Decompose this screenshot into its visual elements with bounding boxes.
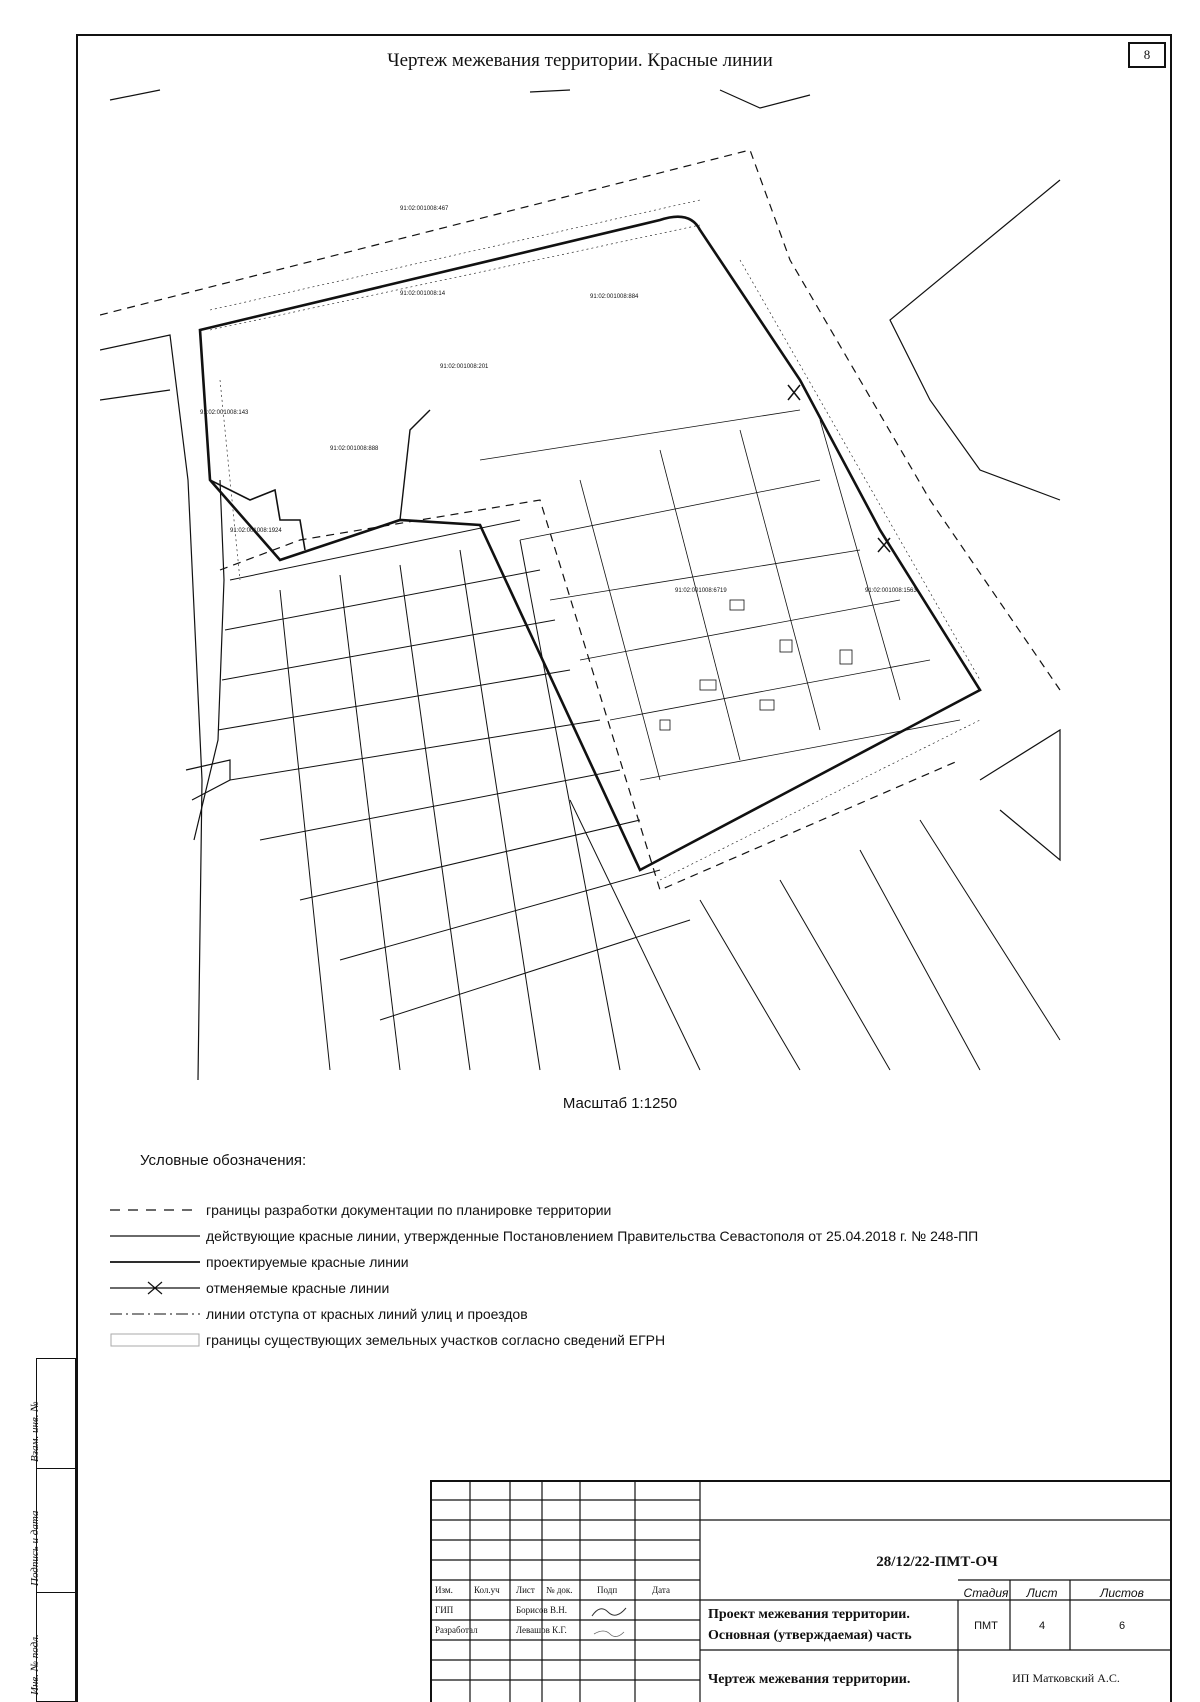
parcel-label: 91:02:001008:201 — [440, 364, 489, 370]
tb-col-header: Дата — [652, 1585, 670, 1595]
road-edge — [100, 335, 202, 1080]
legend-label: линии отступа от красных линий улиц и проездов — [206, 1306, 528, 1322]
side-stamp-label: Взам. инв. № — [29, 1401, 41, 1462]
side-stamp-cell — [29, 1469, 75, 1593]
parcel-line — [400, 410, 430, 520]
parcel-label: 91:02:001008:143 — [200, 410, 249, 416]
building-outline — [980, 730, 1060, 860]
legend-label: проектируемые красные линии — [206, 1254, 409, 1270]
parcel-label: 91:02:001008:467 — [400, 206, 449, 212]
legend-item — [110, 1330, 1170, 1352]
red-line-boundary — [200, 217, 980, 870]
stage-value: ПМТ — [974, 1620, 998, 1632]
sheet-header: Лист — [1026, 1586, 1058, 1600]
scale-label: Масштаб 1:1250 — [562, 1095, 678, 1112]
map-line — [530, 90, 570, 92]
organization: ИП Матковский А.С. — [1012, 1671, 1120, 1685]
legend-label: границы существующих земельных участков согласно сведений ЕГРН — [206, 1332, 666, 1348]
side-stamp-label: Инв. № подл. — [29, 1634, 41, 1695]
parcel-label: 91:02:001008:1563 — [865, 588, 917, 594]
signature-mark — [590, 1622, 630, 1640]
signature-mark — [590, 1602, 630, 1620]
light-box-symbol — [110, 1333, 200, 1347]
page-number: 8 — [1128, 42, 1166, 68]
legend-label: отменяемые красные линии — [206, 1280, 390, 1296]
vegetation-marks — [210, 200, 980, 880]
legend-item — [110, 1200, 1170, 1222]
sheet-name: Чертеж межевания территории. — [708, 1672, 911, 1687]
dash-dot-line-symbol — [110, 1307, 200, 1321]
survey-marks — [480, 410, 960, 780]
legend-label: действующие красные линии, утвержденные Постановлением Правительства Севастополя от 25.04.2018 г. № 248-ПП — [206, 1228, 979, 1244]
side-stamp-cell — [29, 1593, 75, 1701]
parcel-label: 91:02:001008:6719 — [675, 588, 727, 594]
dashed-line-symbol — [110, 1203, 200, 1217]
documentation-boundary — [100, 150, 1060, 690]
document-code: 28/12/22-ПМТ-ОЧ — [876, 1554, 998, 1570]
map-line — [720, 90, 810, 108]
project-name — [708, 1604, 958, 1646]
parcel-label: 91:02:001008:1924 — [230, 528, 282, 534]
cancelled-mark — [788, 385, 800, 400]
road-edge — [100, 390, 170, 400]
project-name-line: Основная (утверждаемая) часть — [708, 1628, 912, 1643]
parcel-grid — [218, 520, 1060, 1070]
legend-title: Условные обозначения: — [140, 1152, 307, 1169]
tb-col-header: Подп — [597, 1585, 618, 1595]
tb-person: Левашов К.Г. — [516, 1625, 567, 1635]
solid-line-symbol — [110, 1255, 200, 1269]
parcel-label: 91:02:001008:884 — [590, 294, 639, 300]
stage-header: Стадия — [963, 1586, 1009, 1600]
legend-item — [110, 1226, 1170, 1248]
map-line — [110, 90, 160, 100]
tb-role: ГИП — [435, 1605, 454, 1615]
tb-col-header: Кол.уч — [474, 1585, 500, 1595]
parcel-line — [210, 480, 305, 550]
tb-col-header: Изм. — [435, 1585, 453, 1595]
legend-item — [110, 1304, 1170, 1326]
parcel-label: 91:02:001008:14 — [400, 291, 446, 297]
side-stamp — [29, 1358, 76, 1702]
tb-col-header: Лист — [516, 1585, 535, 1595]
title-block — [430, 1480, 1172, 1702]
legend-label: границы разработки документации по планировке территории — [206, 1202, 612, 1218]
side-stamp-cell — [29, 1359, 75, 1469]
legend-item — [110, 1278, 1170, 1300]
building-outline — [890, 180, 1060, 500]
sheet-title: Чертеж межевания территории. Красные линии — [387, 50, 773, 71]
tb-col-header: № док. — [546, 1585, 573, 1595]
tb-person: Борисов В.Н. — [516, 1605, 567, 1615]
side-stamp-label: Подпись и дата — [29, 1510, 41, 1586]
parcel-label: 91:02:001008:888 — [330, 446, 379, 452]
legend-item — [110, 1252, 1170, 1274]
project-name-line: Проект межевания территории. — [708, 1607, 910, 1622]
cadastral-drawing — [100, 80, 1160, 1080]
sheet-value: 4 — [1038, 1620, 1046, 1632]
crossed-line-symbol — [110, 1281, 200, 1295]
sheets-header: Листов — [1100, 1586, 1144, 1600]
sheets-value: 6 — [1118, 1620, 1126, 1632]
solid-line-symbol — [110, 1229, 200, 1243]
tb-role: Разработал — [435, 1625, 478, 1635]
